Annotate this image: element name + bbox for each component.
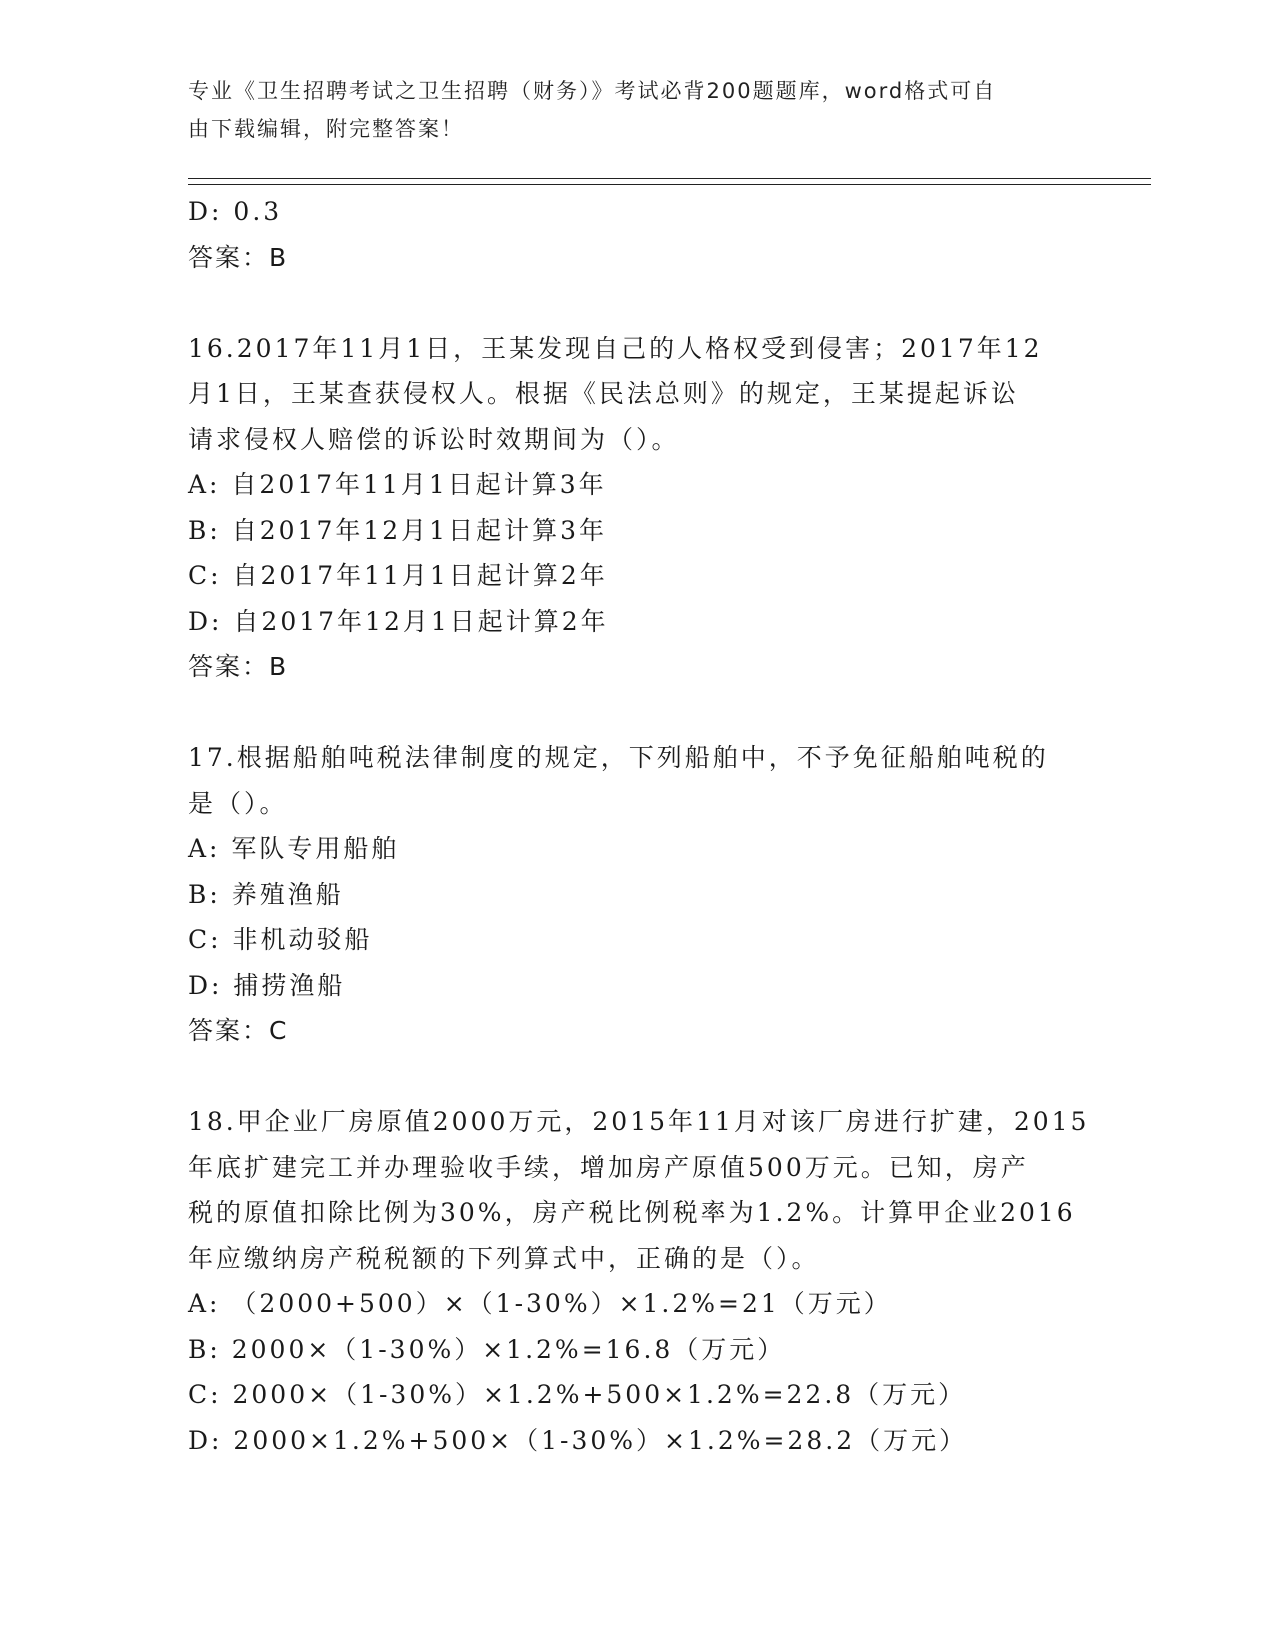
q18-option-a: A: （2000+500）×（1-30%）×1.2%=21（万元） <box>188 1289 892 1318</box>
q16-option-a: A: 自2017年11月1日起计算3年 <box>188 470 607 499</box>
q16-text-line-1: 16.2017年11月1日，王某发现自己的人格权受到侵害；2017年12 <box>188 333 1043 363</box>
q17-text-line-1: 17.根据船舶吨税法律制度的规定，下列船舶中，不予免征船舶吨税的 <box>188 743 1049 772</box>
q16-text-line-2: 月1日，王某查获侵权人。根据《民法总则》的规定，王某提起诉讼 <box>188 379 1019 408</box>
q18-text-line-1: 18.甲企业厂房原值2000万元，2015年11月对该厂房进行扩建，2015 <box>188 1107 1090 1136</box>
q17-option-b: B: 养殖渔船 <box>188 879 344 909</box>
document-header <box>188 72 1068 148</box>
header-divider-top <box>188 178 1151 179</box>
header-line-1: 专业《卫生招聘考试之卫生招聘（财务）》考试必背200题题库，word格式可自 <box>188 79 997 103</box>
q17-option-d: D: 捕捞渔船 <box>188 970 346 1000</box>
q18-text-line-4: 年应缴纳房产税税额的下列算式中，正确的是（）。 <box>188 1243 820 1273</box>
q18-option-c: C: 2000×（1-30%）×1.2%+500×1.2%=22.8（万元） <box>188 1380 967 1409</box>
q18-option-d: D: 2000×1.2%+500×（1-30%）×1.2%=28.2（万元） <box>188 1425 968 1455</box>
q17-answer: 答案：C <box>188 1016 289 1045</box>
q18-option-b: B: 2000×（1-30%）×1.2%=16.8（万元） <box>188 1334 786 1364</box>
q18-text-line-3: 税的原值扣除比例为30%，房产税比例税率为1.2%。计算甲企业2016 <box>188 1198 1076 1227</box>
document-body <box>188 189 1088 1463</box>
header-divider-bottom <box>188 184 1151 185</box>
q16-text-line-3: 请求侵权人赔偿的诉讼时效期间为（）。 <box>188 424 680 454</box>
spacer <box>188 1054 1088 1100</box>
spacer <box>188 280 1088 326</box>
prev-option-d: D: 0.3 <box>188 197 283 226</box>
q17-option-a: A: 军队专用船舶 <box>188 834 400 863</box>
header-line-2: 由下载编辑，附完整答案！ <box>188 117 464 141</box>
q16-option-c: C: 自2017年11月1日起计算2年 <box>188 561 608 590</box>
q16-option-b: B: 自2017年12月1日起计算3年 <box>188 515 607 545</box>
q18-text-line-2: 年底扩建完工并办理验收手续，增加房产原值500万元。已知，房产 <box>188 1152 1029 1182</box>
q16-option-d: D: 自2017年12月1日起计算2年 <box>188 606 609 636</box>
q16-answer: 答案：B <box>188 652 289 681</box>
q17-text-line-2: 是（）。 <box>188 788 288 818</box>
prev-answer: 答案：B <box>188 242 289 272</box>
spacer <box>188 690 1088 736</box>
q17-option-c: C: 非机动驳船 <box>188 925 373 954</box>
